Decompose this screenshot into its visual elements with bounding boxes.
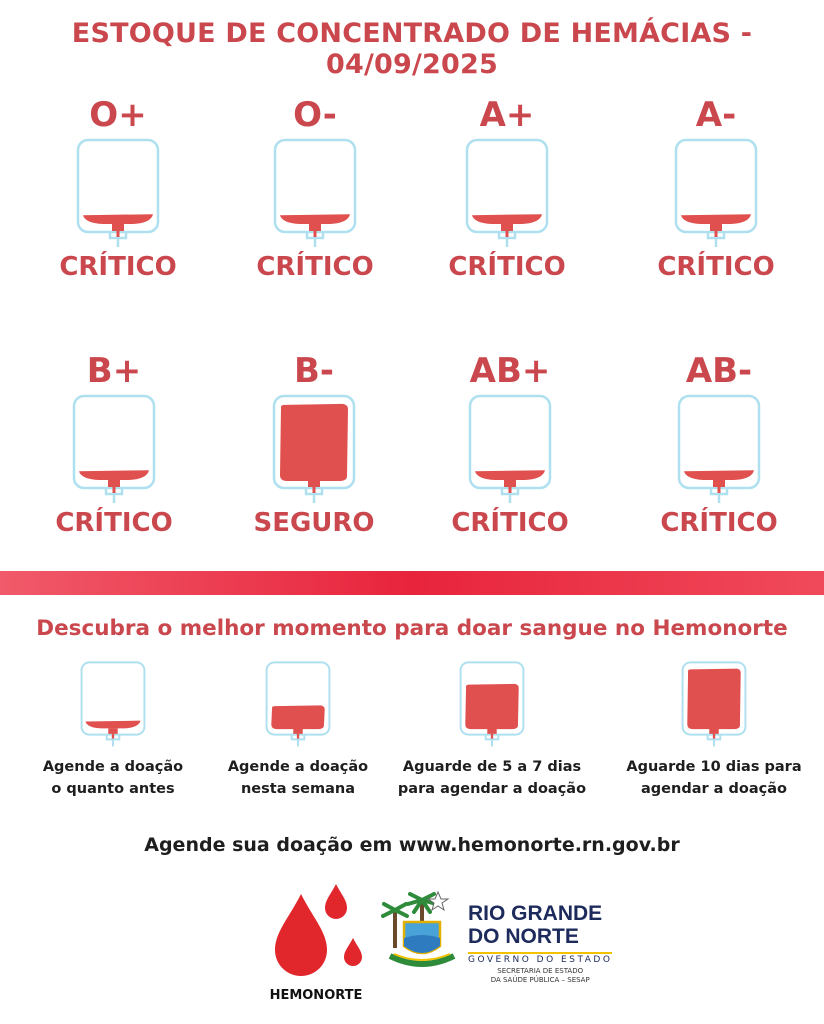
blood-bag-icon	[69, 393, 159, 505]
page-title: ESTOQUE DE CONCENTRADO DE HEMÁCIAS - 04/09/2025	[71, 18, 753, 80]
blood-bag-icon	[73, 137, 163, 249]
stock-status: CRÍTICO	[256, 252, 374, 282]
legend-caption: Agende a doação nesta semana	[227, 759, 369, 797]
legend-caption: Aguarde de 5 a 7 dias para agendar a doação	[397, 759, 587, 797]
state-coat-of-arms-icon	[380, 890, 464, 976]
legend-item	[614, 660, 814, 800]
stock-status: SEGURO	[253, 508, 375, 538]
rn-logo-secretariat: SECRETARIA DE ESTADO DA SAÚDE PÚBLICA – SESAP	[490, 967, 590, 984]
blood-bag-icon	[77, 660, 149, 748]
blood-type-label: O+	[89, 95, 147, 135]
blood-bag-icon	[270, 137, 360, 249]
blood-type-label: A-	[695, 95, 737, 135]
stock-status: CRÍTICO	[59, 252, 177, 282]
blood-bag-icon	[671, 137, 761, 249]
blood-type-label: O-	[293, 95, 337, 135]
stock-status: CRÍTICO	[657, 252, 775, 282]
legend-title: Descubra o melhor momento para doar sangue no Hemonorte	[36, 616, 788, 641]
blood-type-label: AB+	[469, 351, 551, 391]
blood-bag-icon	[269, 393, 359, 505]
rn-logo-government: GOVERNO DO ESTADO	[468, 952, 612, 965]
blood-type-card	[29, 351, 199, 539]
blood-bag-icon	[262, 660, 334, 748]
hemonorte-logo	[258, 880, 374, 1003]
blood-type-card	[230, 95, 400, 283]
legend-item	[198, 660, 398, 800]
legend-item	[13, 660, 213, 800]
blood-bag-icon	[465, 393, 555, 505]
stock-status: CRÍTICO	[451, 508, 569, 538]
rn-logo-line1: RIO GRANDE	[468, 902, 603, 925]
blood-type-card	[634, 351, 804, 539]
rn-government-logo	[380, 890, 620, 984]
blood-type-card	[229, 351, 399, 539]
rn-logo-line2: DO NORTE	[468, 925, 579, 948]
divider-bar	[0, 571, 824, 595]
stock-status: CRÍTICO	[55, 508, 173, 538]
legend-item	[392, 660, 592, 800]
blood-type-label: AB-	[685, 351, 753, 391]
blood-type-label: A+	[479, 95, 535, 135]
blood-bag-icon	[462, 137, 552, 249]
legend-caption: Agende a doação o quanto antes	[42, 759, 184, 797]
stock-status: CRÍTICO	[448, 252, 566, 282]
blood-drops-icon	[261, 880, 371, 982]
legend-caption: Aguarde 10 dias para agendar a doação	[626, 759, 802, 797]
blood-type-card	[422, 95, 592, 283]
blood-type-card	[425, 351, 595, 539]
blood-type-label: B-	[293, 351, 335, 391]
schedule-link-text[interactable]: Agende sua doação em www.hemonorte.rn.gov.br	[144, 834, 680, 856]
blood-type-card	[631, 95, 801, 283]
stock-status: CRÍTICO	[660, 508, 778, 538]
blood-type-card	[33, 95, 203, 283]
hemonorte-logo-text: HEMONORTE	[269, 988, 363, 1003]
blood-bag-icon	[456, 660, 528, 748]
blood-bag-icon	[678, 660, 750, 748]
blood-bag-icon	[674, 393, 764, 505]
blood-type-label: B+	[86, 351, 142, 391]
